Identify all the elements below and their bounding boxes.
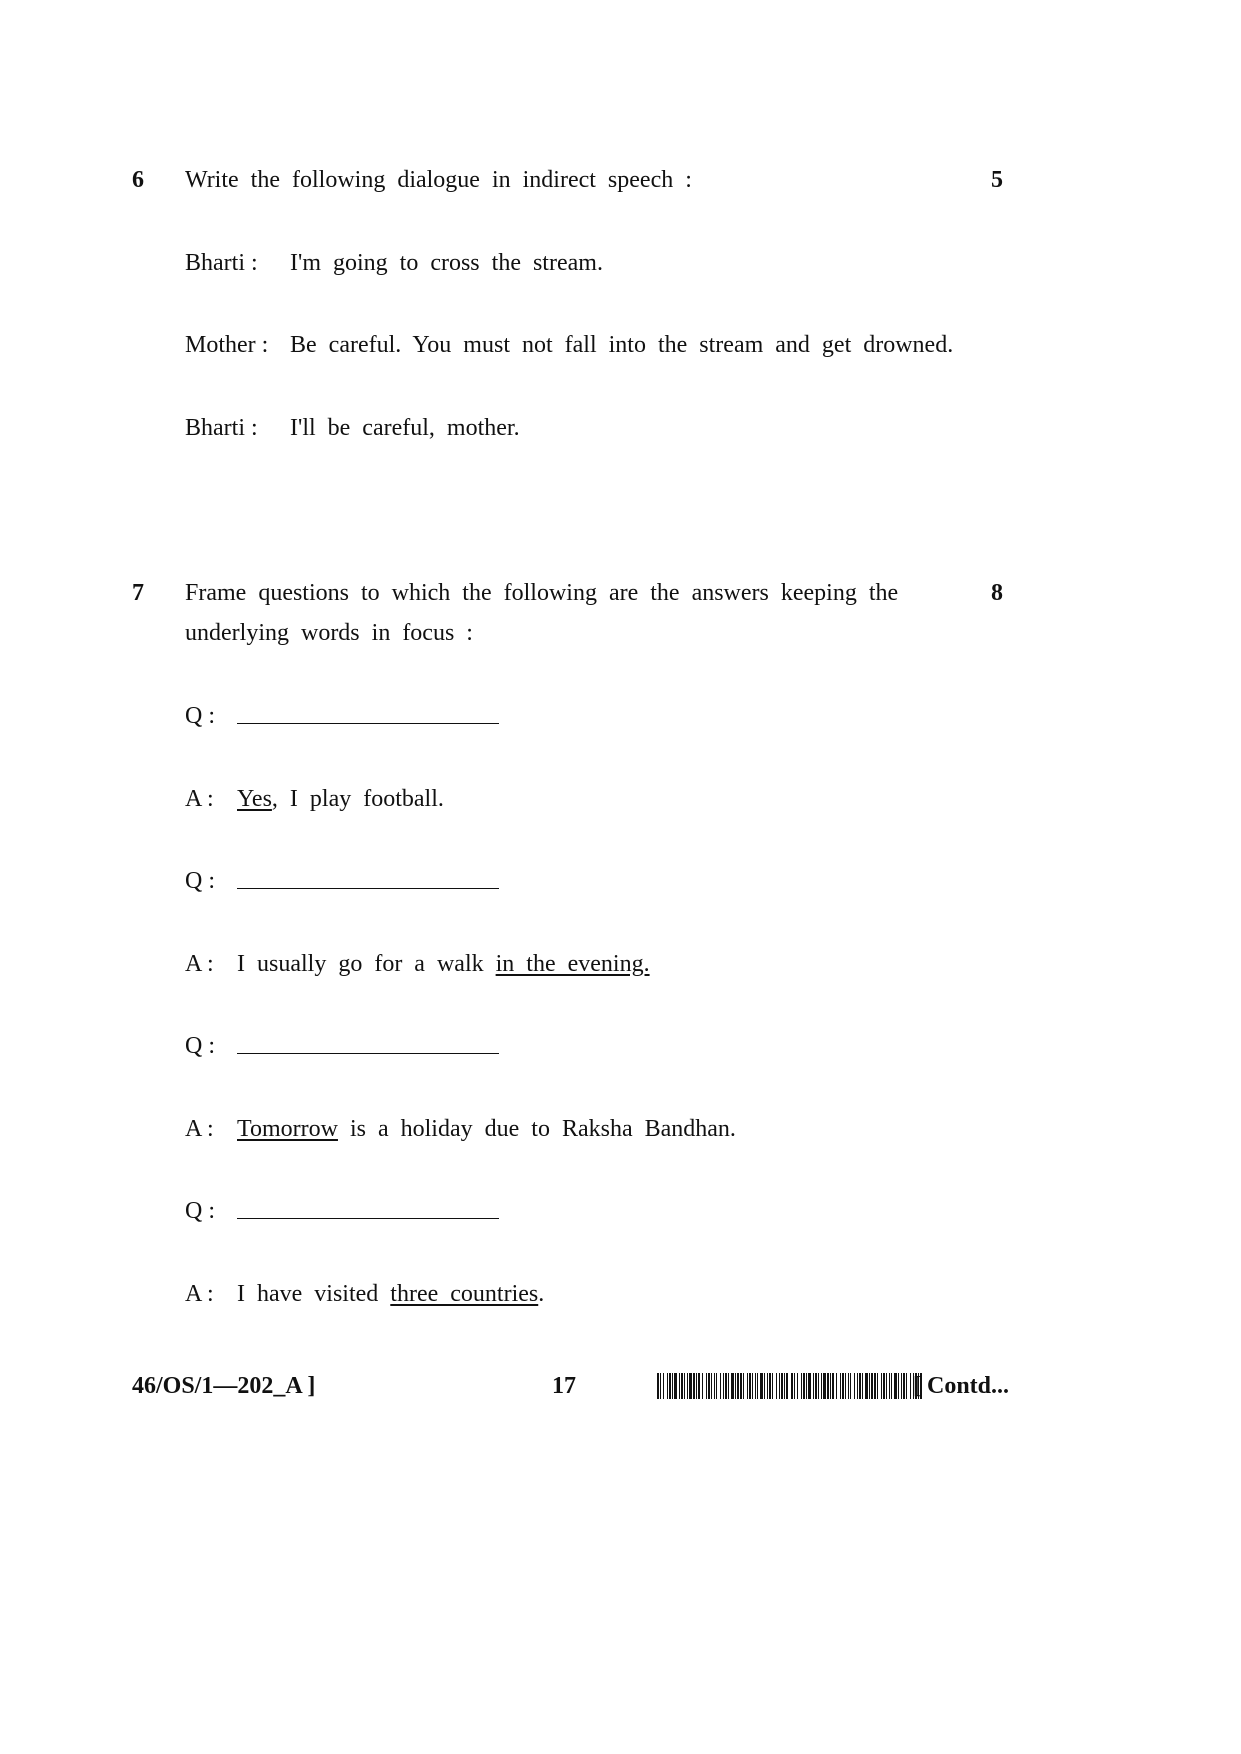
contd-label: [ Contd... bbox=[913, 1373, 1010, 1399]
answer-blank-line[interactable] bbox=[237, 723, 499, 724]
dialogue-line: I'll be careful, mother. bbox=[290, 415, 520, 441]
answer-text-before: I have visited bbox=[237, 1281, 391, 1307]
answer-text-before: I usually go for a walk bbox=[237, 951, 496, 977]
focus-words: in the evening. bbox=[495, 951, 650, 977]
focus-words: Tomorrow bbox=[237, 1116, 338, 1142]
answer-text-after: . bbox=[538, 1281, 545, 1307]
paper-code: 46/OS/1—202_A ] bbox=[132, 1373, 316, 1399]
q-label: Q : bbox=[185, 1033, 215, 1059]
a-label: A : bbox=[185, 951, 214, 977]
dialogue-speaker: Bharti : bbox=[185, 250, 258, 276]
focus-words: three countries bbox=[390, 1281, 539, 1307]
answer-blank-line[interactable] bbox=[237, 888, 499, 889]
page-number: 17 bbox=[552, 1373, 576, 1399]
a-label: A : bbox=[185, 1281, 214, 1307]
answer-text bbox=[237, 1282, 544, 1306]
question-7-number: 7 bbox=[132, 580, 144, 606]
focus-words: Yes bbox=[237, 786, 272, 812]
dialogue-speaker: Bharti : bbox=[185, 415, 258, 441]
answer-text-after: , I play football. bbox=[271, 786, 444, 812]
question-6-prompt: Write the following dialogue in indirect speech : bbox=[185, 167, 692, 193]
question-6-number: 6 bbox=[132, 167, 144, 193]
q-label: Q : bbox=[185, 1198, 215, 1224]
question-7-prompt-line1: Frame questions to which the following are the answers keeping the bbox=[185, 580, 899, 606]
question-6-marks: 5 bbox=[991, 167, 1003, 193]
answer-text bbox=[237, 1117, 736, 1141]
q-label: Q : bbox=[185, 868, 215, 894]
answer-blank-line[interactable] bbox=[237, 1053, 499, 1054]
answer-text bbox=[237, 952, 650, 976]
q-label: Q : bbox=[185, 703, 215, 729]
a-label: A : bbox=[185, 1116, 214, 1142]
question-7-marks: 8 bbox=[991, 580, 1003, 606]
answer-blank-line[interactable] bbox=[237, 1218, 499, 1219]
answer-text-after: is a holiday due to Raksha Bandhan. bbox=[337, 1116, 736, 1142]
barcode-icon bbox=[657, 1373, 923, 1399]
question-7-prompt-line2: underlying words in focus : bbox=[185, 620, 473, 646]
answer-text bbox=[237, 787, 444, 811]
dialogue-line: I'm going to cross the stream. bbox=[290, 250, 603, 276]
dialogue-line: Be careful. You must not fall into the stream and get drowned. bbox=[290, 332, 954, 358]
a-label: A : bbox=[185, 786, 214, 812]
dialogue-speaker: Mother : bbox=[185, 332, 269, 358]
